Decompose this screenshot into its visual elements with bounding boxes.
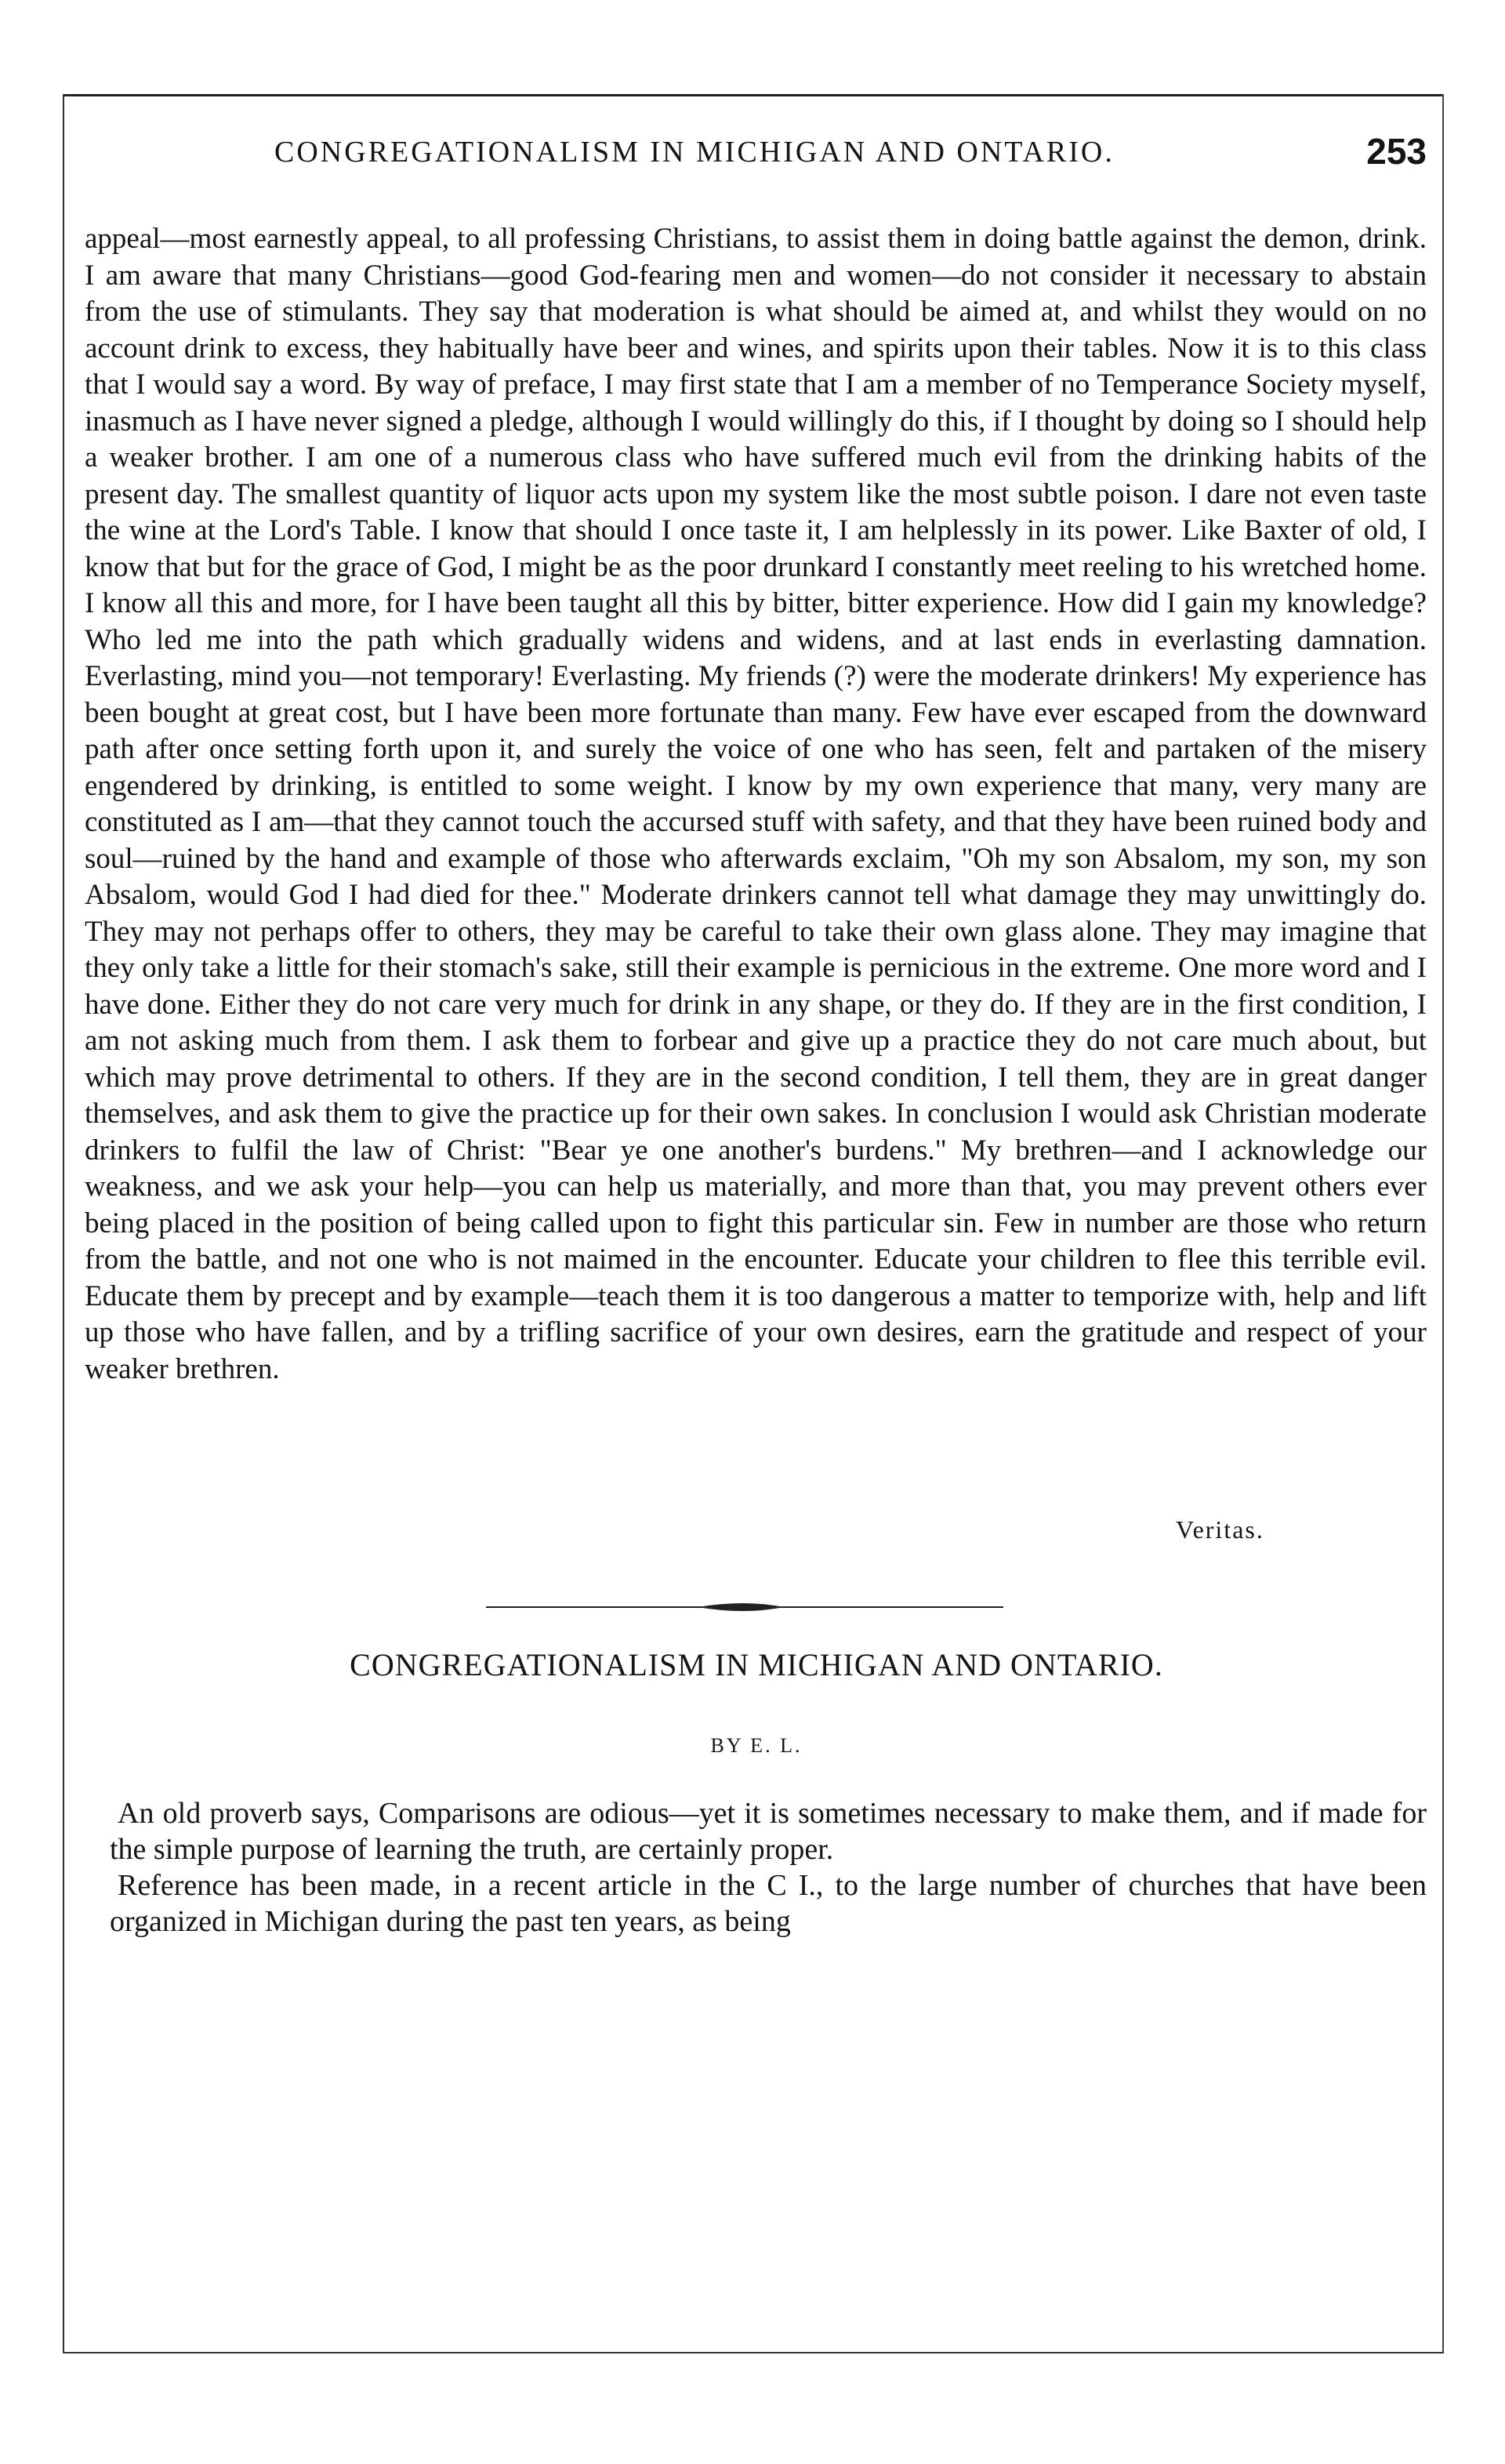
letter-body [85, 221, 1427, 1388]
page-border-top [63, 94, 1444, 96]
article-byline: BY E. L. [710, 1734, 803, 1757]
signature: Veritas. [1176, 1515, 1264, 1544]
page-border-bottom [63, 2352, 1444, 2353]
running-head [86, 131, 1427, 182]
article-paragraph: An old proverb says, Comparisons are odious—yet it is sometimes necessary to make them, and if made for the simple purpose of learning the truth, are certainly proper. [110, 1797, 1427, 1866]
page-border-left [63, 94, 64, 2353]
article-body [110, 1795, 1427, 1940]
section-divider-ornament [486, 1599, 1003, 1615]
page-border-right [1442, 94, 1444, 2353]
article-paragraph: Reference has been made, in a recent article in the C I., to the large number of churches that have been organized in Michigan during the past ten years, as being [110, 1869, 1427, 1938]
article-title: CONGREGATIONALISM IN MICHIGAN AND ONTARIO. [350, 1647, 1163, 1682]
page-number: 253 [1366, 131, 1427, 172]
running-title: CONGREGATIONALISM IN MICHIGAN AND ONTARIO. [274, 136, 1115, 169]
letter-paragraph: appeal—most earnestly appeal, to all professing Christians, to assist them in doing battle against the demon, drink. I am aware that many Christians—good God-fearing men and women—do not consider it necessary to abstain from the use of stimulants. They say that moderation is what should be aimed at, and whilst they would on no account drink to excess, they habitually have beer and wines, and spirits upon their tables. Now it is to this class that I would say a word. By way of preface, I may first state that I am a member of no Temperance Society myself, inasmuch as I have never signed a pledge, although I would willingly do this, if I thought by doing so I should help a weaker brother. I am one of a numerous class who have suffered much evil from the drinking habits of the present day. The smallest quantity of liquor acts upon my system like the most subtle poison. I dare not even taste the wine at the Lord's Table. I know that should I once taste it, I am helplessly in its power. Like Baxter of old, I know that but for the grace of God, I might be as the poor drunkard I constantly meet reeling to his wretched home. I know all this and more, for I have been taught all this by bitter, bitter experience. How did I gain my knowledge? Who led me into the path which gradually widens and widens, and at last ends in everlasting damnation. Everlasting, mind you—not temporary! Everlasting. My friends (?) were the moderate drinkers! My experience has been bought at great cost, but I have been more fortunate than many. Few have ever escaped from the downward path after once setting forth upon it, and surely the voice of one who has seen, felt and partaken of the misery engendered by drinking, is entitled to some weight. I know by my own experience that many, very many are constituted as I am—that they cannot touch the accursed stuff with safety, and that they have been ruined body and soul—ruined by the hand and example of those who afterwards exclaim, "Oh my son Absalom, my son, my son Absalom, would God I had died for thee." Moderate drinkers cannot tell what damage they may unwittingly do. They may not perhaps offer to others, they may be careful to take their own glass alone. They may imagine that they only take a little for their stomach's sake, still their example is pernicious in the extreme. One more word and I have done. Either they do not care very much for drink in any shape, or they do. If they are in the first condition, I am not asking much from them. I ask them to forbear and give up a practice they do not care much about, but which may prove detrimental to others. If they are in the second condition, I tell them, they are in great danger themselves, and ask them to give the practice up for their own sakes. In conclusion I would ask Christian moderate drinkers to fulfil the law of Christ: "Bear ye one another's burdens." My brethren—and I acknowledge our weakness, and we ask your help—you can help us materially, and more than that, you may prevent others ever being placed in the position of being called upon to fight this particular sin. Few in number are those who return from the battle, and not one who is not maimed in the encounter. Educate your children to flee this terrible evil. Educate them by precept and by example—teach them it is too dangerous a matter to temporize with, help and lift up those who have fallen, and by a trifling sacrifice of your own desires, earn the gratitude and respect of your weaker brethren. [85, 223, 1427, 1385]
